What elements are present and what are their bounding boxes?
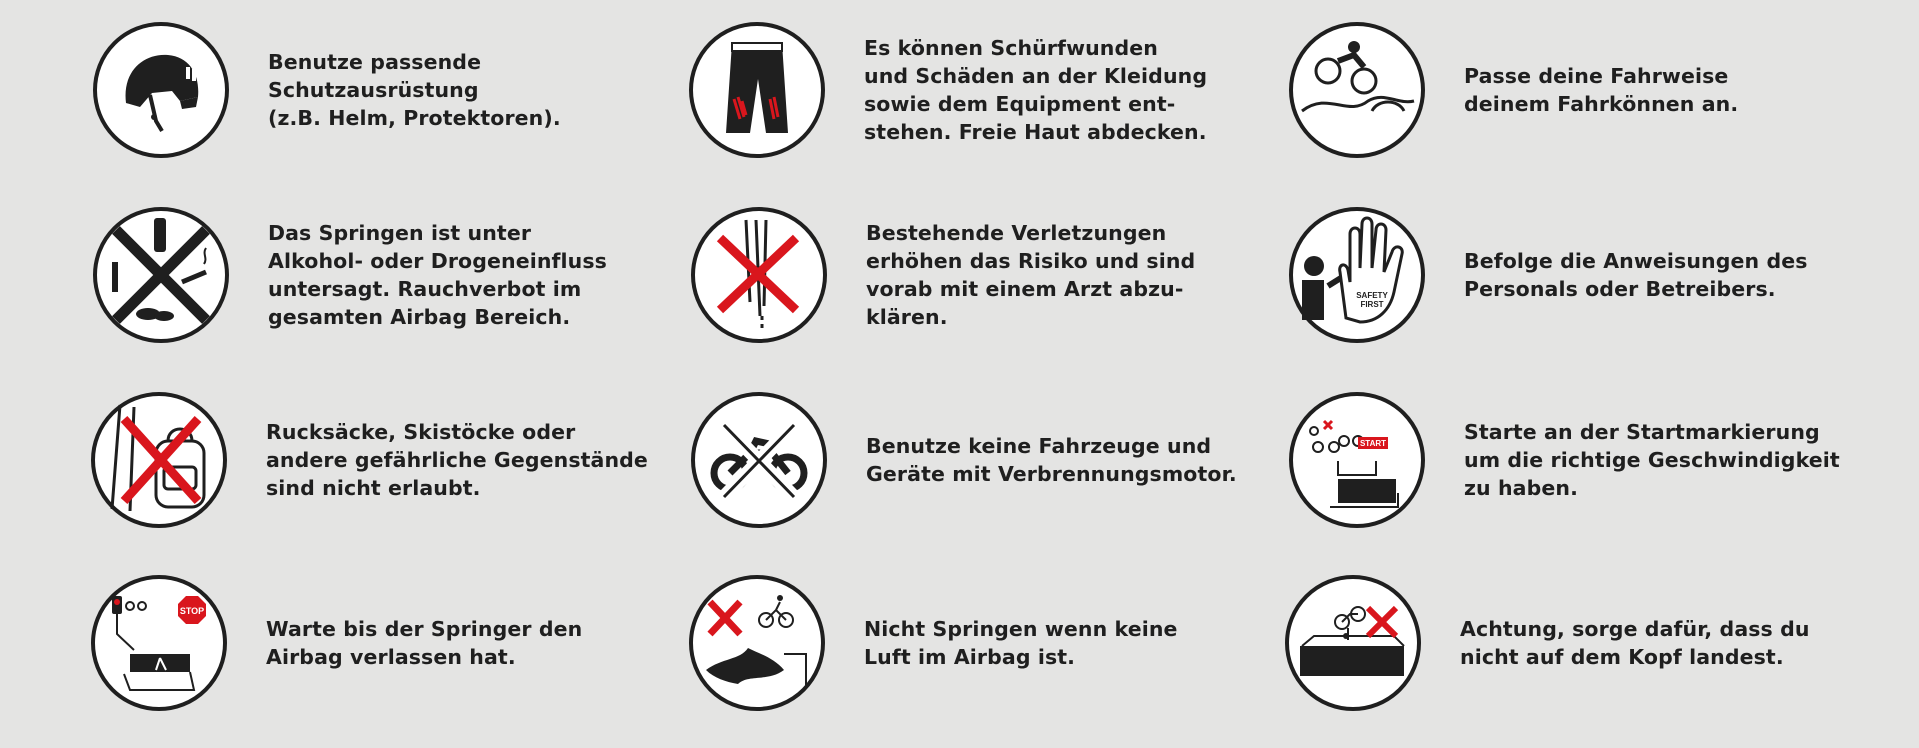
rule-line: um die richtige Geschwindigkeit <box>1464 448 1840 472</box>
rule-text <box>1460 574 1860 712</box>
rule-line: stehen. Freie Haut abdecken. <box>864 120 1207 144</box>
rule-line: sind nicht erlaubt. <box>266 476 481 500</box>
rule-line: gesamten Airbag Bereich. <box>268 305 571 329</box>
rule-text <box>268 21 668 159</box>
rider-skill-icon <box>1288 21 1426 159</box>
rule-line: Luft im Airbag ist. <box>864 645 1076 669</box>
rule-text <box>1464 391 1864 529</box>
safety-first-text: FIRST <box>1360 300 1384 309</box>
stop-label: STOP <box>179 606 205 616</box>
rule-line: erhöhen das Risiko und sind <box>866 249 1196 273</box>
rule-line: Das Springen ist unter <box>268 221 532 245</box>
rule-text <box>866 206 1266 344</box>
injury-warning-icon <box>690 206 828 344</box>
rule-line: Benutze passende <box>268 50 482 74</box>
rule-line: Warte bis der Springer den <box>266 617 583 641</box>
rule-line: Starte an der Startmarkierung <box>1464 420 1820 444</box>
rule-line: Passe deine Fahrweise <box>1464 64 1729 88</box>
rule-line: Achtung, sorge dafür, dass du <box>1460 617 1810 641</box>
rule-no-head <box>1284 574 1844 714</box>
rule-line: Nicht Springen wenn keine <box>864 617 1178 641</box>
no-head-landing-icon <box>1284 574 1422 712</box>
rule-wait <box>90 574 650 714</box>
rule-skill <box>1288 21 1848 161</box>
safety-first-text: SAFETY <box>1356 291 1388 300</box>
rule-line: vorab mit einem Arzt abzu- <box>866 277 1184 301</box>
rule-line: klären. <box>866 305 948 329</box>
rule-line: Rucksäcke, Skistöcke oder <box>266 420 576 444</box>
rule-text <box>864 21 1264 159</box>
rule-abrasions <box>688 21 1248 161</box>
rule-no-motor <box>690 391 1250 531</box>
wait-stop-icon <box>90 574 228 712</box>
rule-line: Befolge die Anweisungen des <box>1464 249 1808 273</box>
rule-line: Benutze keine Fahrzeuge und <box>866 434 1212 458</box>
rule-line: Bestehende Verletzungen <box>866 221 1167 245</box>
start-label: START <box>1359 439 1387 448</box>
rule-line: Airbag verlassen hat. <box>266 645 516 669</box>
rule-line: (z.B. Helm, Protektoren). <box>268 106 561 130</box>
rule-injuries <box>690 206 1250 346</box>
rule-helmet <box>92 21 652 161</box>
rule-text <box>866 391 1266 529</box>
helmet-icon <box>92 21 230 159</box>
rule-line: Es können Schürfwunden <box>864 36 1158 60</box>
rule-line: Personals oder Betreibers. <box>1464 277 1776 301</box>
rule-no-alcohol <box>92 206 652 346</box>
rule-line: zu haben. <box>1464 476 1578 500</box>
rule-line: sowie dem Equipment ent- <box>864 92 1176 116</box>
rule-text <box>1464 21 1864 159</box>
rule-text <box>266 574 666 712</box>
rule-text <box>864 574 1264 712</box>
safety-first-hand-icon <box>1288 206 1426 344</box>
rule-text <box>1464 206 1864 344</box>
rule-text <box>268 206 668 344</box>
rule-no-backpacks <box>90 391 650 531</box>
rule-line: und Schäden an der Kleidung <box>864 64 1208 88</box>
torn-pants-icon <box>688 21 826 159</box>
no-motor-vehicles-icon <box>690 391 828 529</box>
rule-text <box>266 391 666 529</box>
start-marker-icon <box>1288 391 1426 529</box>
rule-line: Geräte mit Verbrennungsmotor. <box>866 462 1237 486</box>
rule-line: nicht auf dem Kopf landest. <box>1460 645 1784 669</box>
rule-line: andere gefährliche Gegenstände <box>266 448 648 472</box>
rule-instructions <box>1288 206 1848 346</box>
deflated-airbag-icon <box>688 574 826 712</box>
rule-no-air <box>688 574 1248 714</box>
no-backpacks-poles-icon <box>90 391 228 529</box>
rule-line: untersagt. Rauchverbot im <box>268 277 582 301</box>
rule-line: deinem Fahrkönnen an. <box>1464 92 1739 116</box>
rule-line: Alkohol- oder Drogeneinfluss <box>268 249 607 273</box>
rule-start <box>1288 391 1848 531</box>
no-alcohol-drugs-smoking-icon <box>92 206 230 344</box>
rule-line: Schutzausrüstung <box>268 78 479 102</box>
